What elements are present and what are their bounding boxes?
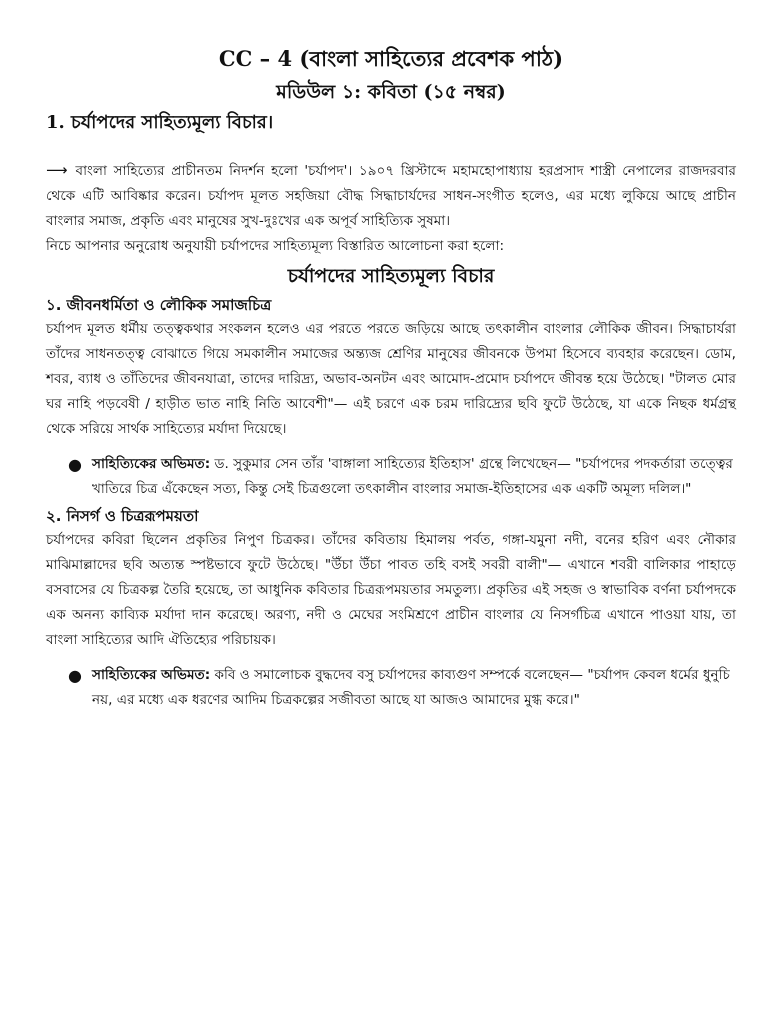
opinion-quote: ড. সুকুমার সেন তাঁর 'বাঙ্গালা সাহিত্যের ইতিহাস' গ্রন্থে লিখেছেন— "চর্যাপদের পদকর্তারা তত্ত্বের খাতিরে চিত্র এঁকেছেন সত্য, কিন্তু সেই চিত্রগুলো তৎকালীন বাংলার সমাজ-ইতিহাসের এক একটি অমূল্য দলিল।" — [92, 456, 733, 497]
point1-heading: ১. জীবনধর্মিতা ও লৌকিক সমাজচিত্র — [46, 296, 272, 314]
point1-opinion-bullet — [68, 452, 736, 502]
opinion-label: সাহিত্যিকের অভিমত: — [92, 667, 211, 683]
document-page — [46, 44, 736, 713]
document-title: CC – 4 (বাংলা সাহিত্যের প্রবেশক পাঠ) — [218, 46, 564, 71]
bullet-icon: ● — [68, 455, 82, 474]
question-heading: 1. চর্যাপদের সাহিত্যমূল্য বিচার। — [46, 112, 274, 133]
arrow-icon: ⟶ — [46, 161, 68, 179]
point2-opinion-text — [92, 663, 736, 713]
point2-body: চর্যাপদের কবিরা ছিলেন প্রকৃতির নিপুণ চিত্রকর। তাঁদের কবিতায় হিমালয় পর্বত, গঙ্গা-যমুনা নদী, বনের হরিণ এবং নৌকার মাঝিমাল্লাদের ছবি অত্যন্ত স্পষ্টভাবে ফুটে উঠেছে। "উঁচা উঁচা পাবত তহি বসই সবরী বালী"— এখানে শবরী বালিকার পাহাড়ে বসবাসের যে চিত্রকল্প তৈরি হয়েছে, তা আধুনিক কবিতার চিত্ররূপময়তার সমতুল্য। প্রকৃতির এই সহজ ও স্বাভাবিক বর্ণনা চর্যাপদকে এক অনন্য কাব্যিক মর্যাদা দান করেছে। অরণ্য, নদী ও মেঘের সংমিশ্রণে প্রাচীন বাংলার যে নিসর্গচিত্র এখানে পাওয়া যায়, তা বাংলা সাহিত্যের আদি ঐতিহ্যের পরিচায়ক। — [46, 532, 736, 648]
point1-body: চর্যাপদ মূলত ধর্মীয় তত্ত্বকথার সংকলন হলেও এর পরতে পরতে জড়িয়ে আছে তৎকালীন বাংলার লৌকিক জীবন। সিদ্ধাচার্যরা তাঁদের সাধনতত্ত্ব বোঝাতে গিয়ে সমকালীন সমাজের অন্ত্যজ শ্রেণির মানুষের জীবনকে উপমা হিসেবে ব্যবহার করেছেন। ডোম, শবর, ব্যাধ ও তাঁতিদের জীবনযাত্রা, তাদের দারিদ্র্য, অভাব-অনটন এবং আমোদ-প্রমোদ চর্যাপদে জীবন্ত হয়ে উঠেছে। "টালত মোর ঘর নাহি পড়বেষী / হাড়ীত ভাত নাহি নিতি আবেশী"— এই চরণে এক চরম দারিদ্র্যের ছবি ফুটে উঠেছে, যা একে নিছক ধর্মগ্রন্থ থেকে সরিয়ে সার্থক সাহিত্যের মর্যাদা দিয়েছে। — [46, 321, 736, 437]
opinion-label: সাহিত্যিকের অভিমত: — [92, 456, 211, 472]
point2-heading: ২. নিসর্গ ও চিত্ররূপময়তা — [46, 507, 199, 525]
module-subtitle: মডিউল ১: কবিতা (১৫ নম্বর) — [276, 81, 506, 103]
opinion-quote: কবি ও সমালোচক বুদ্ধদেব বসু চর্যাপদের কাব্যগুণ সম্পর্কে বলেছেন— "চর্যাপদ কেবল ধর্মের ধুনুচি নয়, এর মধ্যে এক ধরণের আদিম চিত্রকল্পের সজীবতা আছে যা আজও আমাদের মুগ্ধ করে।" — [92, 667, 730, 708]
point1-opinion-text — [92, 452, 736, 502]
request-paragraph: নিচে আপনার অনুরোধ অনুযায়ী চর্যাপদের সাহিত্যমূল্য বিস্তারিত আলোচনা করা হলো: — [46, 238, 505, 254]
point2-opinion-bullet — [68, 663, 736, 713]
bullet-icon: ● — [68, 666, 82, 685]
intro-paragraph — [46, 158, 736, 234]
intro-text: বাংলা সাহিত্যের প্রাচীনতম নিদর্শন হলো 'চর্যাপদ'। ১৯০৭ খ্রিস্টাব্দে মহামহোপাধ্যায় হরপ্রসাদ শাস্ত্রী নেপালের রাজদরবার থেকে এটি আবিষ্কার করেন। চর্যাপদ মূলত সহজিয়া বৌদ্ধ সিদ্ধাচার্যদের সাধন-সংগীত হলেও, এর মধ্যে লুকিয়ে আছে প্রাচীন বাংলার সমাজ, প্রকৃতি এবং মানুষের সুখ-দুঃখের এক অপূর্ব সাহিত্যিক সুষমা। — [46, 163, 736, 229]
section-center-heading: চর্যাপদের সাহিত্যমূল্য বিচার — [287, 265, 495, 287]
